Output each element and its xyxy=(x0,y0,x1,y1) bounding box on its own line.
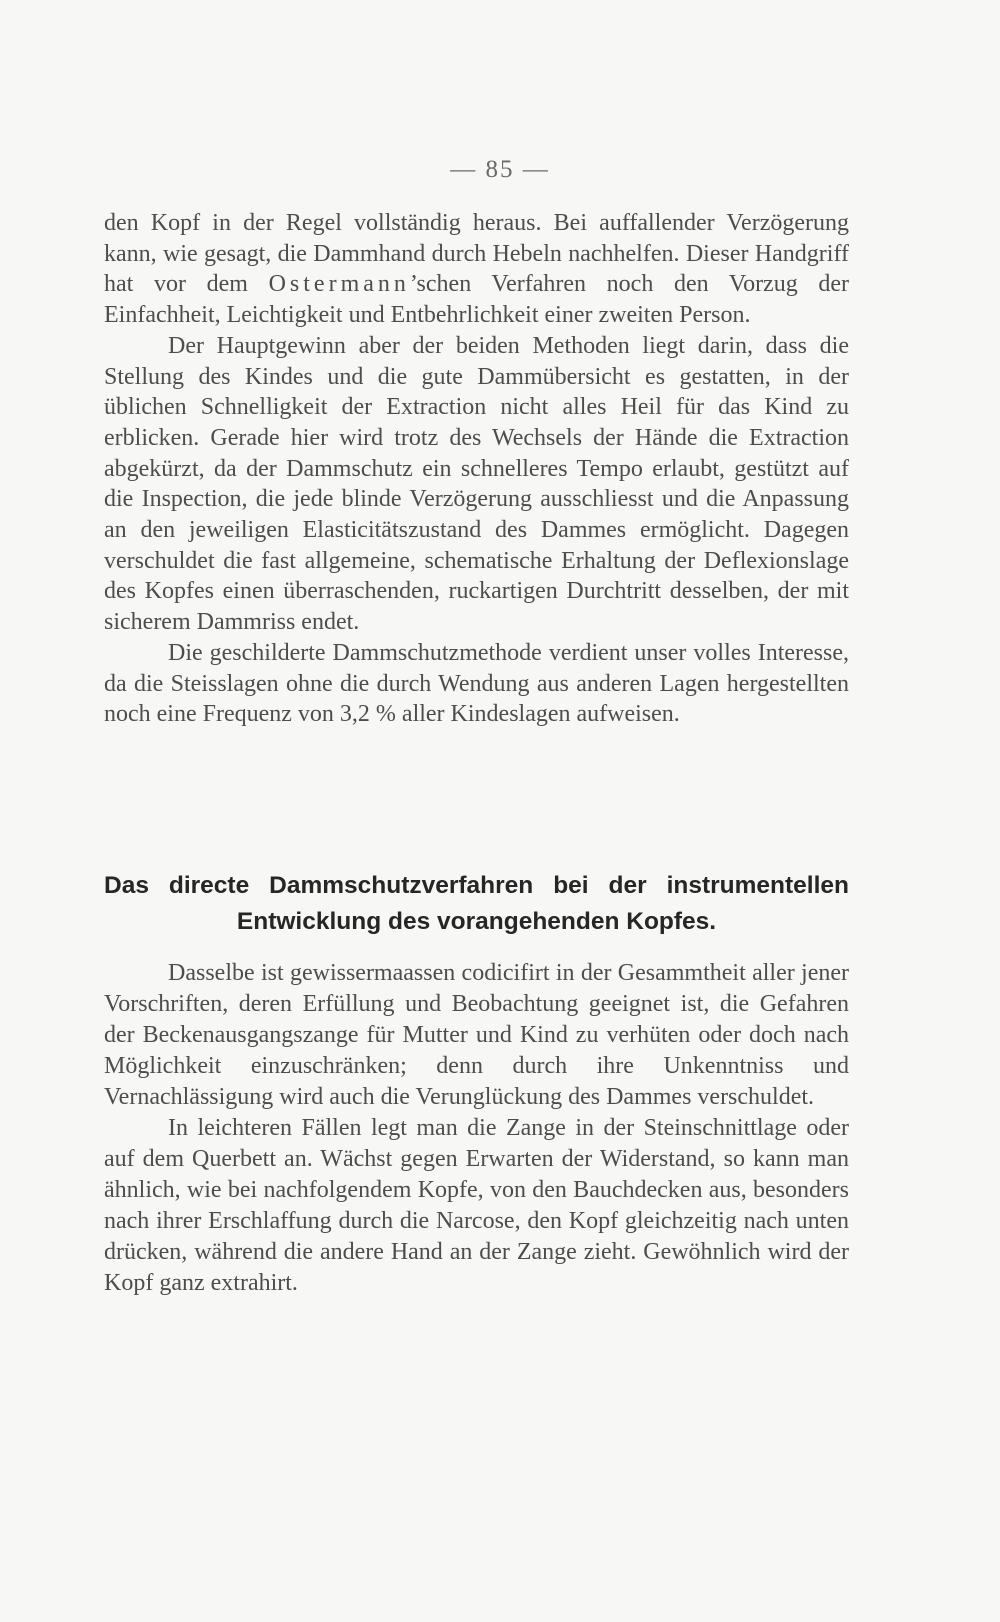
section-heading xyxy=(104,868,849,940)
paragraph-1-text-b: ’schen Verfahren noch den Vorzug der Einfachheit, Leichtigkeit und Entbehrlichkeit einer zweiten Person. xyxy=(104,271,849,329)
paragraph-3: Die geschilderte Dammschutzmethode verdient unser volles Interesse, da die Steisslagen ohne die durch Wendung aus anderen Lagen hergestellten noch eine Frequenz von 3,2 % aller Kindeslagen aufweisen. xyxy=(104,639,849,728)
paragraph-1-text-a: den Kopf in der Regel vollständig heraus. Bei auffallender Verzögerung kann, wie gesagt, die Dammhand durch Hebeln nachhelfen. Dieser Handgriff hat vor dem xyxy=(104,210,849,298)
section-heading-line-1: Das directe Dammschutzverfahren bei der instrumentellen xyxy=(104,872,849,899)
body-text-bottom xyxy=(104,958,849,1299)
paragraph-5: In leichteren Fällen legt man die Zange in der Steinschnittlage oder auf dem Querbett an. Wächst gegen Erwarten der Widerstand, so kann man ähnlich, wie bei nachfolgendem Kopfe, von den Bauchdecken aus, besonders nach ihrer Erschlaffung durch die Narcose, den Kopf gleichzeitig nach unten drücken, während die andere Hand an der Zange zieht. Gewöhnlich wird der Kopf ganz extrahirt. xyxy=(104,1115,849,1296)
body-text-top xyxy=(104,208,849,730)
paragraph-2: Der Hauptgewinn aber der beiden Methoden liegt darin, dass die Stellung des Kindes und die gute Dammübersicht es gestatten, in der üblichen Schnelligkeit der Extraction nicht alles Heil für das Kind zu erblicken. Gerade hier wird trotz des Wechsels der Hände die Extraction abgekürzt, da der Dammschutz ein schnelleres Tempo erlaubt, gestützt auf die Inspection, die jede blinde Verzögerung ausschliesst und die Anpassung an den jeweiligen Elasticitätszustand des Dammes ermöglicht. Dagegen verschuldet die fast allgemeine, schematische Erhaltung der Deflexionslage des Kopfes einen überraschenden, ruckartigen Durchtritt desselben, der mit sicherem Dammriss endet. xyxy=(104,332,849,636)
author-name-ostermann: Ostermann xyxy=(268,271,410,298)
section-heading-line-2: Entwicklung des vorangehenden Kopfes. xyxy=(236,908,717,935)
paragraph-4: Dasselbe ist gewissermaassen codicifirt in der Gesammtheit aller jener Vorschriften, deren Erfüllung und Beobachtung geeignet ist, die Gefahren der Beckenausgangszange für Mutter und Kind zu verhüten oder doch nach Möglichkeit einzuschränken; denn durch ihre Unkenntniss und Vernachlässigung wird auch die Verunglückung des Dammes verschuldet. xyxy=(104,960,849,1110)
page-number: — 85 — xyxy=(450,156,550,183)
paragraph-1 xyxy=(104,208,849,331)
